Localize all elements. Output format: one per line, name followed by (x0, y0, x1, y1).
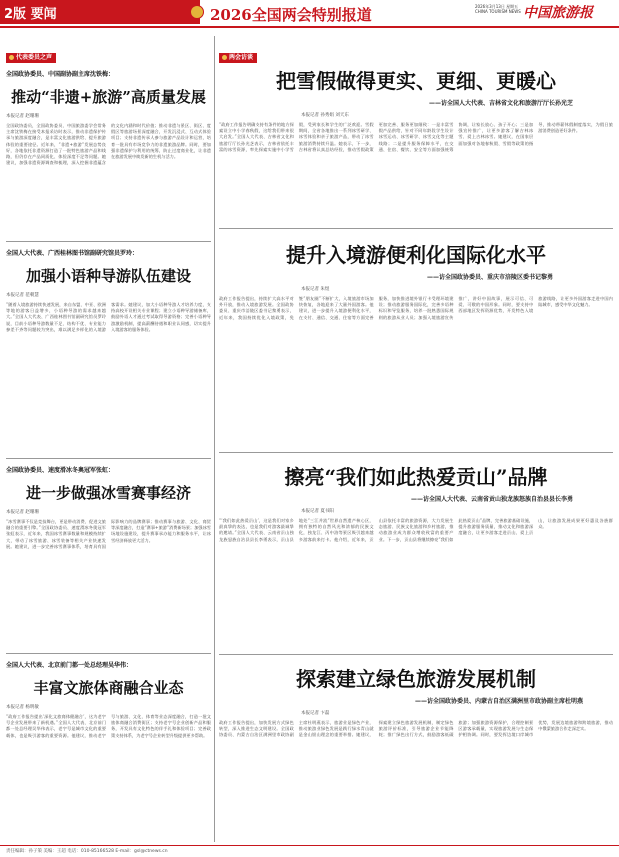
divider (6, 241, 211, 242)
article-wu-huawei (6, 660, 211, 810)
column-tag-interviews: 两会访谈 (219, 53, 257, 63)
article-byline: 本报记者 朱煜 (301, 287, 330, 292)
divider (219, 452, 613, 453)
issue-date: 2026年3月13日 星期五 (475, 4, 519, 9)
article-headline: 进一步做强冰雪赛事经济 (25, 484, 191, 502)
article-body: “‘我们如此热爱贡山’，这是我们对家乡最真挚的表达，也是我们对游客最诚挚的邀请。”全国人大代表、云南省贡山独龙族怒族自治县县长李勇表示，贡山县地处“三江并流”世界自然遗产核心区，拥有独特的自然风光和浓郁的民族文化，独龙江、丙中洛等景区吸引越来越多游客前来打卡。他介绍，近年来，贡山县依托丰富的旅游资源，大力发展生态旅游、民族文化旅游和乡村旅游，推动旅游业成为群众增收致富的重要产业。下一步，贡山县将继续擦亮“我们如此热爱贡山”品牌，完善旅游基础设施，提升旅游服务质量，推动文化和旅游深度融合，让更多游客走进贡山、爱上贡山，让旅游发展成果更好惠及各族群众。 (219, 518, 613, 542)
article-headline: 推动“非遗+旅游”高质量发展 (11, 88, 206, 106)
article-byline: 本报记者 杨明敏 (6, 705, 39, 710)
article-body: “冰雪赛事不仅是竞技舞台，更是带动消费、促进文旅融合的重要引擎。”全国政协委员、速度滑冰冬奥冠军张虹表示，近年来，我国冰雪赛事数量和规模持续扩大，带动了冰雪旅游、冰雪装备等相关产业快速发展。她建议，进一步完善冰雪赛事体系，培育具有国际影响力的品牌赛事；推动赛事与旅游、文化、商贸等深度融合，打造“赛事+旅游”消费新场景；加强冰雪场地设施建设，提升赛事承办能力和服务水平，让冰雪经济释放更大活力。 (6, 519, 211, 549)
article-shen-tiemei (6, 69, 211, 235)
article-kicker: 全国人大代表、广西桂林图书馆副研究馆员罗玲： (6, 250, 139, 257)
article-byline: 本报记者 孙秀娟 刘天东 (301, 113, 349, 118)
divider (6, 653, 211, 654)
article-byline: 本报记者 赵珊珊 (6, 114, 39, 119)
article-byline: 本报记者 夏书阳 (301, 509, 334, 514)
right-column (219, 34, 613, 846)
article-subtitle: ——访全国政协委员、重庆市涪陵区委书记黎勇 (426, 274, 553, 281)
article-byline: 本报记者 卞磊 (301, 711, 330, 716)
divider (6, 458, 211, 459)
article-kicker: 全国人大代表、北京前门都一处总经理吴华伟： (6, 662, 133, 669)
article-kicker: 全国政协委员、速度滑冰冬奥冠军张虹： (6, 467, 115, 474)
column-tag-delegates: 代表委员之声 (6, 53, 56, 63)
special-report-title: 2026全国两会特别报道 (210, 6, 372, 24)
footer-credits: 责任编辑：孙子策 美编：王超 电话：010-85166528 E-mail：gsl@ctnews.cn (6, 849, 168, 854)
article-zhang-hong (6, 465, 211, 647)
divider (219, 228, 613, 229)
article-li-yong-chongqing (219, 239, 613, 446)
article-headline: 探索建立绿色旅游发展机制 (296, 667, 536, 691)
article-byline: 本报记者 赵珊珊 (6, 510, 39, 515)
section-banner (0, 0, 200, 24)
article-body: “政府工作报告明确支持有条件的地方探索设立中小学春秋假，这给我们带来很大启发。”全国人大代表、吉林省文化和旅游厅厅长孙光芝表示，吉林省依托丰富的冰雪资源，率先探索实施中小学雪假，受到家长和学生的广泛欢迎。雪假期间，全省各地推出一系列冰雪研学、冰雪体验和亲子旅游产品，带动了冰雪旅游消费持续升温。她表示，下一步，吉林省将认真总结经验，推动雪假政策更加完善、服务更加细致：一是丰富雪假产品供给，针对不同年龄段学生设计冰雪运动、冰雪研学、冰雪文化等主题线路；二是提升服务保障水平，在交通、住宿、餐饮、安全等方面加强统筹协调，让家长放心、孩子开心；三是加强宣传推广，让更多游客了解吉林冰雪、爱上吉林冰雪。她建议，在国家层面加强对各地春秋假、雪假等政策的指导，推动带薪休假制度落实，为假日旅游消费创造更好条件。 (219, 122, 613, 152)
article-subtitle: ——访全国政协委员、内蒙古自治区满洲里市政协副主席杜明燕 (414, 698, 583, 705)
brand-english: CHINA TOURISM NEWS (475, 9, 521, 14)
article-headline: 把雪假做得更实、更细、更暖心 (276, 69, 556, 93)
article-sun-guangzhi (219, 65, 613, 222)
article-du-mingyan (219, 663, 613, 844)
article-body: 全国政协委员，全国政协委员、中国旅游委学会常务主席沈铁梅在接受本报采访时表示，推动非遗保护传承与旅游深度融合，是丰富文化旅游供给、提升旅游体验的重要途径。近年来，“非遗+旅游”发展态势良好，各地依托非遗资源打造了一批特色旅游产品和线路，但仍存在产品同质化、体验深度不足等问题。她建议，加强非遗资源调查和梳理，深入挖掘非遗蕴含的文化内涵和时代价值；推动非遗与景区、街区、度假区等旅游场景深度融合，开发沉浸式、互动式体验项目；支持非遗传承人参与旅游产品设计和运营，培育一批具有市场竞争力的非遗旅游品牌。同时，要加强非遗保护与利用的统筹，防止过度商业化，让非遗在旅游发展中焕发新的生机与活力。 (6, 123, 211, 166)
newspaper-logo: 中国旅游报 (523, 5, 593, 21)
divider (219, 654, 613, 655)
article-kicker: 全国政协委员、中国副协副主席沈铁梅： (6, 71, 115, 78)
article-byline: 本报记者 范朝慧 (6, 293, 39, 298)
article-li-yong-gongshan (219, 461, 613, 648)
left-column (6, 34, 211, 846)
article-headline: 擦亮“我们如此热爱贡山”品牌 (284, 465, 548, 489)
article-headline: 提升入境游便利化国际化水平 (286, 243, 546, 267)
article-headline: 加强小语种导游队伍建设 (25, 267, 191, 285)
article-body: 政府工作报告提出，加快发展方式绿色转型，深入推进生态文明建设。全国政协委员、内蒙古自治区满洲里市政协副主席杜明燕表示，旅游业是绿色产业，推动旅游业绿色发展是践行绿水青山就是金山银山理念的重要举措。她建议，探索建立绿色旅游发展机制，制定绿色旅游评价标准，引导旅游企业节能降耗；推广绿色出行方式，鼓励游客低碳旅游；加强旅游资源保护，合理控制景区游客承载量，实现旅游发展与生态保护相协调。同时，要发挥边境口岸城市优势，发展边境旅游和跨境旅游，推动中俄蒙旅游合作走深走实。 (219, 720, 613, 738)
national-emblem-icon (190, 5, 204, 19)
page-section-label: 2版 要闻 (4, 7, 57, 22)
footer-rule (0, 845, 619, 846)
article-body: “随着入境旅游持续快速发展，来自东盟、中亚、欧洲等地的游客日益增多，小语种导游的需求越来越大。”全国人大代表、广西桂林图书馆副研究馆员罗玲说，目前小语种导游数量不足、结构不优、专业能力参差不齐等问题较为突出，难以满足多样化的入境游客需求。她建议，加大小语种导游人才培养力度，支持高校开设相关专业课程；建立小语种导游储备库，鼓励外语人才通过考试取得导游资格；完善小语种导游激励机制，提高薪酬待遇和职业认同感，切实提升入境游客的服务体验。 (6, 302, 211, 332)
column-divider (214, 36, 215, 842)
article-body: “政府工作报告提出‘深化文旅商体健融合’，这为老字号企业发展带来了新机遇。”全国人大代表、北京前门都一处总经理吴华伟表示，老字号是城市文化的重要载体，也是吸引游客的重要资源。他建议，推动老字号与旅游、文化、体育等业态深度融合，打造一批文旅体商融合消费街区；支持老字号企业创新产品和服务，开发具有文化特色的伴手礼和体验项目；完善政策支持体系，为老字号企业转型升级提供更多帮助。 (6, 714, 211, 738)
header-rule (0, 26, 619, 28)
article-body: 政府工作报告提出，持续扩大高水平对外开放，推动入境旅游发展。全国政协委员、重庆市涪陵区委书记黎勇表示，近年来，我国持续优化入境政策，免签“朋友圈”不断扩大，入境旅游市场加快恢复，各地迎来了大量外国游客。他建议，进一步提升入境游便利化水平，在支付、通信、交通、住宿等方面完善服务，加快推进境外银行卡受理环境建设；推动旅游服务国际化，完善多语种标识和导览服务，培养一批熟悉国际规则的旅游从业人员；加强入境旅游宣传推广，讲好中国故事，展示可信、可爱、可敬的中国形象。同时，要支持中西部地区发挥资源优势，开发特色入境旅游线路，让更多外国游客走进中国内陆城市，感受中华文化魅力。 (219, 296, 613, 320)
article-subtitle: ——访全国人大代表、云南省贡山独龙族怒族自治县县长李勇 (410, 496, 573, 503)
article-headline: 丰富文旅体商融合业态 (33, 679, 184, 697)
article-subtitle: ——访全国人大代表、吉林省文化和旅游厅厅长孙光芝 (428, 100, 573, 107)
article-luo-ling (6, 248, 211, 452)
page-header (0, 0, 619, 34)
